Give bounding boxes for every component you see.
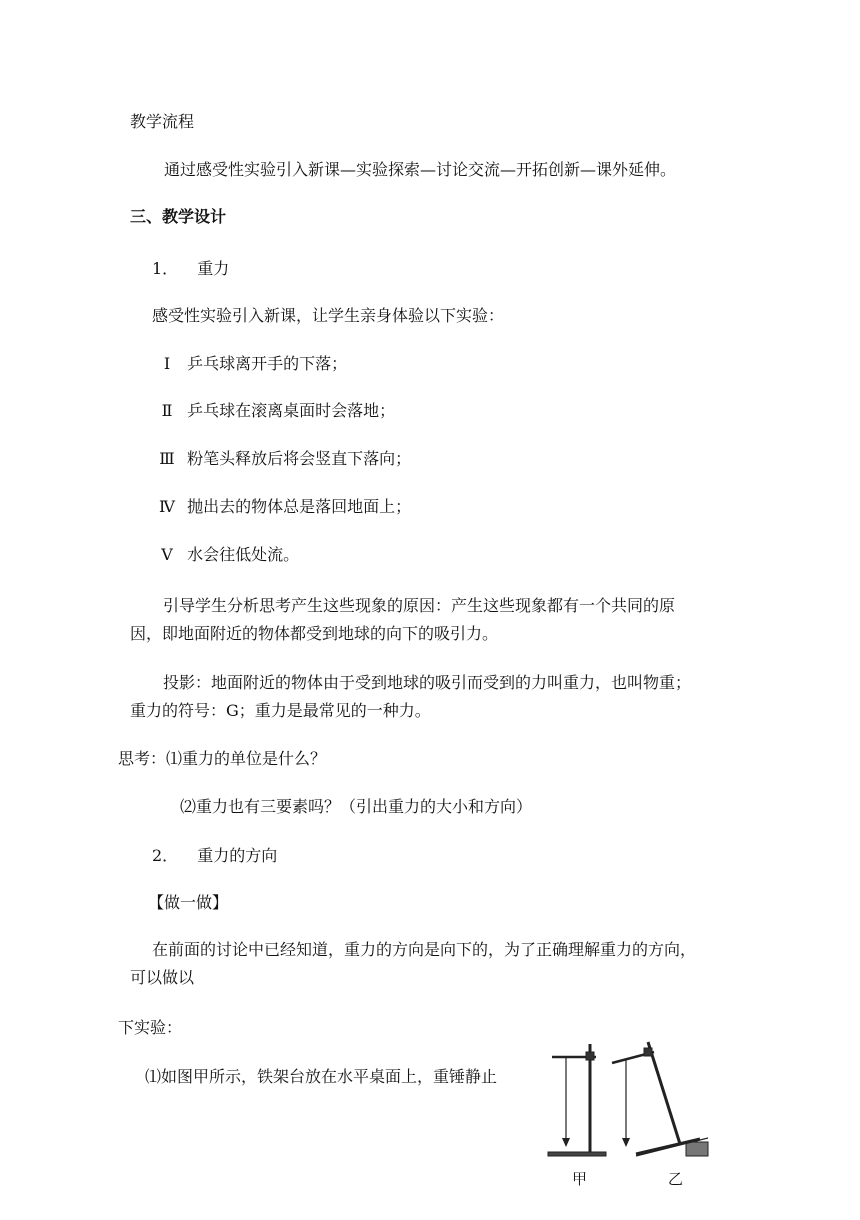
item-1-heading: [152, 259, 229, 279]
experiment-4: [152, 497, 411, 517]
experiment-text: 粉笔头释放后将会竖直下落向；: [187, 449, 412, 468]
guide-line-2: 因，即地面附近的物体都受到地球的向下的吸引力。: [130, 624, 499, 643]
roman-numeral: Ⅲ: [159, 449, 175, 468]
flow-heading: 教学流程: [130, 112, 195, 131]
experiment-1: [152, 354, 347, 374]
item-title: 重力: [197, 259, 230, 278]
iron-stand-a: [548, 1044, 606, 1156]
experiment-5: [152, 545, 299, 565]
experiment-text: 水会往低处流。: [187, 545, 300, 564]
front-line-1: 在前面的讨论中已经知道，重力的方向是向下的，为了正确理解重力的方向，: [152, 940, 697, 959]
experiment-lead: 下实验：: [118, 1018, 183, 1037]
roman-numeral: Ⅱ: [161, 401, 173, 420]
item-2-heading: [152, 846, 277, 866]
figure-label-a: 甲: [572, 1170, 588, 1188]
front-line-2: 可以做以: [130, 968, 195, 987]
experiment-text: 乒乓球在滚离桌面时会落地；: [187, 401, 396, 420]
roman-numeral: Ⅴ: [161, 545, 173, 564]
flow-text: 通过感受性实验引入新课—实验探索—讨论交流—开拓创新—课外延伸。: [164, 160, 677, 179]
projection-line-1: 投影：地面附近的物体由于受到地球的吸引而受到的力叫重力，也叫物重；: [163, 673, 692, 692]
do-it-heading: 【做一做】: [148, 893, 229, 912]
projection-line-2: 重力的符号：G；重力是最常见的一种力。: [130, 701, 431, 720]
roman-numeral: Ⅳ: [159, 497, 175, 516]
experiment-text: 抛出去的物体总是落回地面上；: [187, 497, 412, 516]
experiment-text: 乒乓球离开手的下落；: [187, 354, 348, 373]
plumb-line-figure: [540, 1030, 730, 1216]
item-number: 1．: [152, 259, 179, 278]
experiment-3: [152, 449, 411, 469]
step-1-text: ⑴如图甲所示，铁架台放在水平桌面上，重锤静止: [145, 1067, 498, 1086]
iron-stand-diagram: [540, 1030, 730, 1216]
think-line-2: ⑵重力也有三要素吗？（引出重力的大小和方向）: [180, 797, 533, 816]
guide-line-1: 引导学生分析思考产生这些现象的原因：产生这些现象都有一个共同的原: [163, 596, 676, 615]
item-number: 2．: [152, 846, 179, 865]
item-title: 重力的方向: [197, 846, 278, 865]
experiment-2: [152, 401, 395, 421]
section-heading: 三、教学设计: [130, 207, 227, 226]
intro-paragraph: 感受性实验引入新课，让学生亲身体验以下实验：: [152, 306, 505, 325]
think-line-1: 思考：⑴重力的单位是什么？: [118, 749, 327, 768]
roman-numeral: Ⅰ: [163, 354, 171, 373]
figure-label-b: 乙: [668, 1170, 684, 1188]
iron-stand-b: [612, 1042, 708, 1156]
